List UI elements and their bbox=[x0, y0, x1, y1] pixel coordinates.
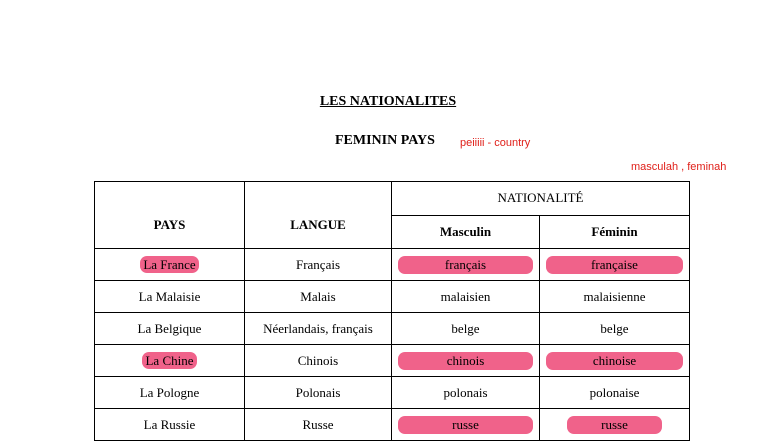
cell-langue: Néerlandais, français bbox=[245, 313, 392, 345]
header-pays: PAYS bbox=[95, 182, 245, 249]
cell-feminin: malaisienne bbox=[540, 281, 690, 313]
annotation-country: peiiiii - country bbox=[460, 137, 531, 149]
cell-pays: La Malaisie bbox=[95, 281, 245, 313]
cell-pays: La Russie bbox=[95, 409, 245, 441]
header-feminin: Féminin bbox=[540, 215, 690, 249]
cell-feminin: française bbox=[540, 249, 690, 281]
header-langue: LANGUE bbox=[245, 182, 392, 249]
table-row bbox=[95, 249, 690, 281]
cell-langue: Chinois bbox=[245, 345, 392, 377]
header-nationalite: NATIONALITÉ bbox=[392, 182, 690, 216]
nationalities-table bbox=[94, 181, 690, 441]
cell-feminin: belge bbox=[540, 313, 690, 345]
cell-langue: Français bbox=[245, 249, 392, 281]
table-row bbox=[95, 313, 690, 345]
annotation-gender: masculah , feminah bbox=[631, 161, 727, 173]
cell-langue: Polonais bbox=[245, 377, 392, 409]
cell-masculin: malaisien bbox=[392, 281, 540, 313]
cell-masculin: polonais bbox=[392, 377, 540, 409]
cell-pays: La Pologne bbox=[95, 377, 245, 409]
cell-pays: La France bbox=[95, 249, 245, 281]
cell-masculin: belge bbox=[392, 313, 540, 345]
cell-langue: Malais bbox=[245, 281, 392, 313]
subtitle: FEMININ PAYS bbox=[335, 133, 435, 148]
cell-masculin: français bbox=[392, 249, 540, 281]
table-row bbox=[95, 345, 690, 377]
table-row bbox=[95, 281, 690, 313]
table-row bbox=[95, 377, 690, 409]
cell-feminin: russe bbox=[540, 409, 690, 441]
cell-feminin: chinoise bbox=[540, 345, 690, 377]
header-masculin: Masculin bbox=[392, 215, 540, 249]
cell-langue: Russe bbox=[245, 409, 392, 441]
cell-feminin: polonaise bbox=[540, 377, 690, 409]
page-title: LES NATIONALITES bbox=[319, 94, 457, 109]
cell-pays: La Chine bbox=[95, 345, 245, 377]
cell-masculin: russe bbox=[392, 409, 540, 441]
cell-pays: La Belgique bbox=[95, 313, 245, 345]
table-row bbox=[95, 409, 690, 441]
cell-masculin: chinois bbox=[392, 345, 540, 377]
